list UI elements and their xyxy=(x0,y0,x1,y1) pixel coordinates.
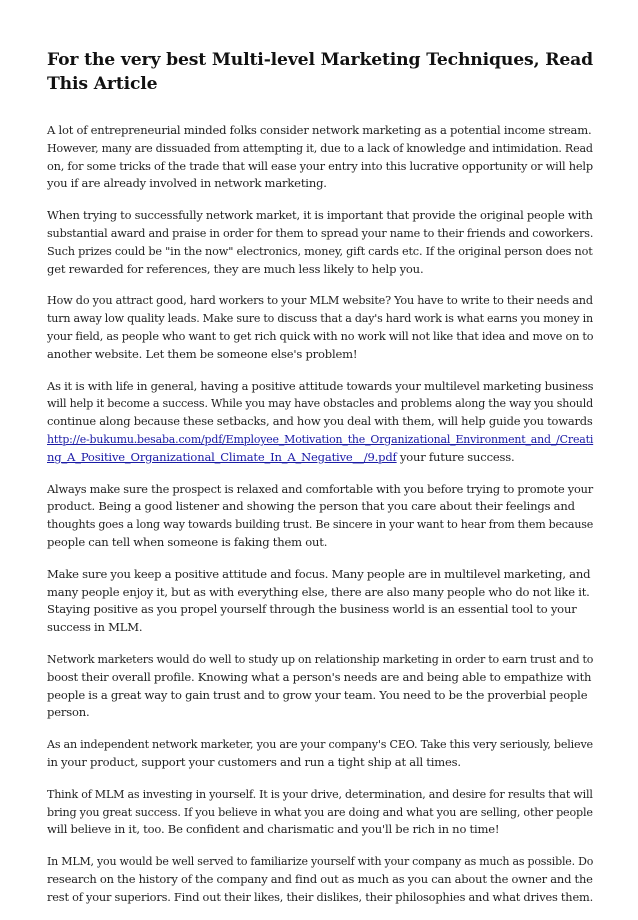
pdf-link-part-1[interactable]: http://e-bukumu.besaba.com/pdf/Employee_Motivation_the_Organizational_Environment_and_/Creati xyxy=(47,431,594,446)
text-line: product. Being a good listener and showing the person that you care about their feelings and xyxy=(47,499,575,514)
text-line: person. xyxy=(47,705,90,720)
paragraph-3 xyxy=(47,292,593,363)
text-line: rest of your superiors. Find out their likes, their dislikes, their philosophies and what drives them. xyxy=(47,889,594,904)
text-line: Network marketers would do well to study up on relationship marketing in order to earn trust and to xyxy=(47,651,594,666)
text-line: will help it become a success. While you may have obstacles and problems along the way you should xyxy=(47,396,594,411)
text-line: research on the history of the company and find out as much as you can about the owner and the xyxy=(47,871,593,886)
text-line: When trying to successfully network market, it is important that provide the original people with xyxy=(47,208,593,223)
text-line: continue along because these setbacks, and how you deal with them, will help guide you towards xyxy=(47,414,593,429)
paragraph-10 xyxy=(47,853,593,906)
text-line: Make sure you keep a positive attitude and focus. Many people are in multilevel marketing, and xyxy=(47,566,591,581)
paragraph-9 xyxy=(47,786,593,839)
text-line xyxy=(47,449,593,467)
paragraph-5 xyxy=(47,481,593,552)
text-line: you if are already involved in network marketing. xyxy=(47,176,327,191)
text-line: As it is with life in general, having a positive attitude towards your multilevel marketing business xyxy=(47,378,594,393)
text-line: Staying positive as you propel yourself through the business world is an essential tool to your xyxy=(47,602,577,617)
page-title xyxy=(47,48,593,96)
text-line: Always make sure the prospect is relaxed and comfortable with you before trying to promote your xyxy=(47,481,594,496)
paragraph-2 xyxy=(47,207,593,278)
link-trailing-text: your future success. xyxy=(396,449,515,464)
text-line: many people enjoy it, but as with everything else, there are also many people who do not like it. xyxy=(47,584,590,599)
paragraph-1 xyxy=(47,122,593,193)
paragraph-8 xyxy=(47,736,593,772)
text-line: your field, as people who want to get rich quick with no work will not like that idea and move on to xyxy=(47,328,594,343)
text-line: substantial award and praise in order for them to spread your name to their friends and coworkers. xyxy=(47,225,594,240)
text-line: another website. Let them be someone else's problem! xyxy=(47,346,358,361)
text-line: get rewarded for references, they are much less likely to help you. xyxy=(47,261,424,276)
text-line: in your product, support your customers and run a tight ship at all times. xyxy=(47,754,461,769)
text-line xyxy=(47,431,594,449)
text-line: As an independent network marketer, you are your company's CEO. Take this very seriously, believe xyxy=(47,737,593,752)
text-line: How do you attract good, hard workers to your MLM website? You have to write to their needs and xyxy=(47,293,593,308)
text-line: thoughts goes a long way towards building trust. Be sincere in your want to hear from them because xyxy=(47,517,594,532)
text-line: In MLM, you would be well served to familiarize yourself with your company as much as possible. Do xyxy=(47,854,594,869)
text-line: people can tell when someone is faking them out. xyxy=(47,534,328,549)
text-line: boost their overall profile. Knowing what a person's needs are and being able to empathize with xyxy=(47,669,592,684)
text-line: on, for some tricks of the trade that will ease your entry into this lucrative opportunity or will help xyxy=(47,158,593,173)
title-line-2: This Article xyxy=(47,74,158,94)
pdf-link-part-2[interactable]: ng_A_Positive_Organizational_Climate_In_A_Negative__/9.pdf xyxy=(47,449,397,464)
text-line: However, many are dissuaded from attempting it, due to a lack of knowledge and intimidation. Read xyxy=(47,140,593,155)
text-line: people is a great way to gain trust and to grow your team. You need to be the proverbial people xyxy=(47,687,588,702)
text-line: will believe in it, too. Be confident and charismatic and you'll be rich in no time! xyxy=(47,822,500,837)
text-line: turn away low quality leads. Make sure to discuss that a day's hard work is what earns you money in xyxy=(47,311,593,326)
paragraph-4 xyxy=(47,378,593,467)
paragraph-7 xyxy=(47,651,593,722)
paragraph-6 xyxy=(47,566,593,637)
title-line-1: For the very best Multi-level Marketing Techniques, Read xyxy=(47,50,594,70)
text-line: success in MLM. xyxy=(47,620,143,635)
text-line: Think of MLM as investing in yourself. It is your drive, determination, and desire for results that will xyxy=(47,786,593,801)
text-line: Such prizes could be "in the now" electronics, money, gift cards etc. If the original person does not xyxy=(47,243,593,258)
document-page xyxy=(47,48,593,920)
text-line: A lot of entrepreneurial minded folks consider network marketing as a potential income stream. xyxy=(47,123,592,137)
text-line: bring you great success. If you believe in what you are doing and what you are selling, other people xyxy=(47,804,593,819)
